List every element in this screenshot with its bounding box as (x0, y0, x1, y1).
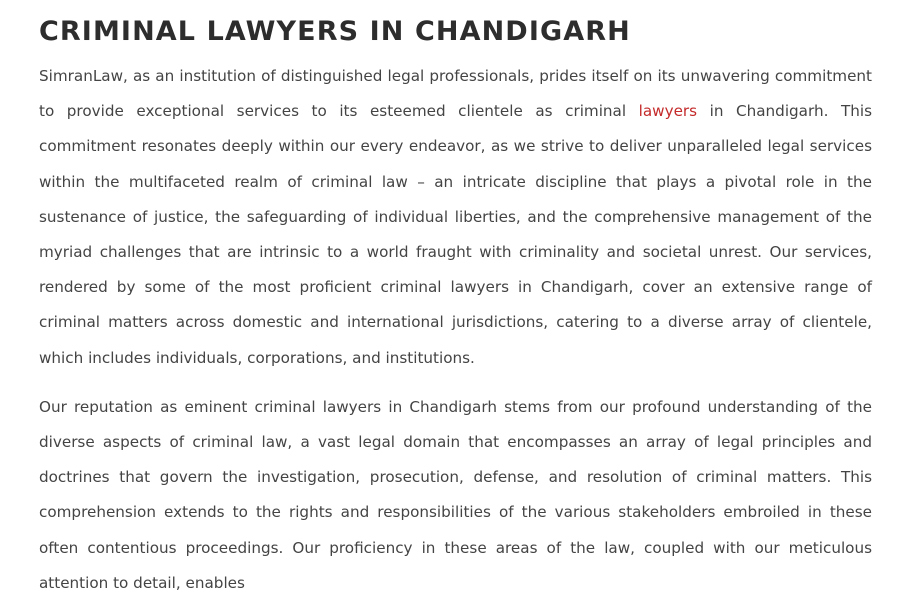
article-content (39, 0, 872, 601)
paragraph-reputation: Our reputation as eminent criminal lawyers in Chandigarh stems from our profound understanding of the diverse aspects of criminal law, a vast legal domain that encompasses an array of legal principles and doctrines that govern the investigation, prosecution, defense, and resolution of criminal matters. This comprehension extends to the rights and responsibilities of the various stakeholders embroiled in these often contentious proceedings. Our proficiency in these areas of the law, coupled with our meticulous attention to detail, enables (39, 397, 872, 592)
paragraph-intro (39, 59, 872, 376)
page-title: CRIMINAL LAWYERS IN CHANDIGARH (39, 16, 631, 47)
lawyers-link[interactable]: lawyers (638, 102, 698, 121)
paragraph-intro-text-start: SimranLaw, as an institution of distinguished legal professionals, prides itself on its unwavering commitment to provide exceptional services to its esteemed clientele as criminal (39, 67, 872, 121)
paragraph-intro-text-end: in Chandigarh. This commitment resonates deeply within our every endeavor, as we strive to deliver unparalleled legal services within the multifaceted realm of criminal law – an intricate discipline that plays a pivotal role in the sustenance of justice, the safeguarding of individual liberties, and the comprehensive management of the myriad challenges that are intrinsic to a world fraught with criminality and societal unrest. Our services, rendered by some of the most proficient criminal lawyers in Chandigarh, cover an extensive range of criminal matters across domestic and international jurisdictions, catering to a diverse array of clientele, which includes individuals, corporations, and institutions. (39, 102, 872, 367)
